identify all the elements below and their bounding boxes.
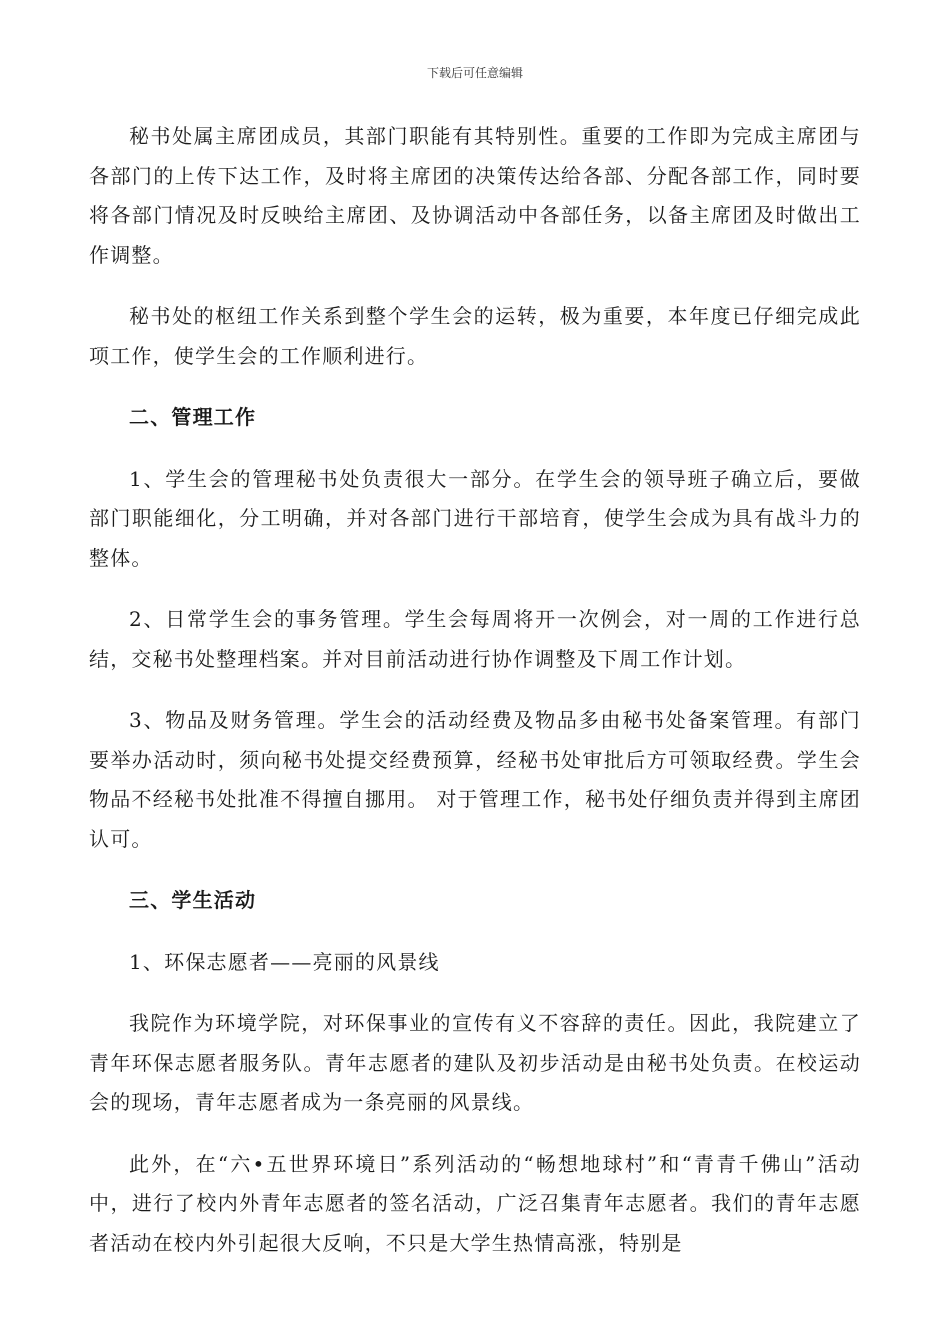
paragraph: 我院作为环境学院，对环保事业的宣传有义不容辞的责任。因此，我院建立了青年环保志愿者服务队。青年志愿者的建队及初步活动是由秘书处负责。在校运动会的现场，青年志愿者成为一条亮丽的风景线。 — [89, 1011, 861, 1114]
section-heading: 二、管理工作 — [129, 405, 257, 429]
paragraph: 秘书处属主席团成员，其部门职能有其特别性。重要的工作即为完成主席团与各部门的上传下达工作，及时将主席团的决策传达给各部、分配各部工作，同时要将各部门情况及时反映给主席团、及协调活动中各部任务，以备主席团及时做出工作调整。 — [89, 124, 861, 267]
page-header: 下载后可任意编辑 — [426, 66, 523, 80]
section-heading: 三、学生活动 — [129, 888, 257, 912]
document-body — [89, 117, 861, 1285]
paragraph: 此外，在“六•五世界环境日”系列活动的“畅想地球村”和“青青千佛山”活动中，进行了校内外青年志愿者的签名活动，广泛召集青年志愿者。我们的青年志愿者活动在校内外引起很大反响，不只是大学生热情高涨，特别是 — [89, 1151, 861, 1255]
subsection-heading: 1、环保志愿者——亮丽的风景线 — [129, 949, 440, 974]
paragraph: 3、物品及财务管理。学生会的活动经费及物品多由秘书处备案管理。有部门要举办活动时，须向秘书处提交经费预算，经秘书处审批后方可领取经费。学生会物品不经秘书处批准不得擅自挪用。 对于管理工作，秘书处仔细负责并得到主席团认可。 — [89, 708, 861, 851]
paragraph: 秘书处的枢纽工作关系到整个学生会的运转，极为重要，本年度已仔细完成此项工作，使学生会的工作顺利进行。 — [89, 304, 861, 368]
paragraph: 2、日常学生会的事务管理。学生会每周将开一次例会，对一周的工作进行总结，交秘书处整理档案。并对目前活动进行协作调整及下周工作计划。 — [89, 607, 861, 671]
paragraph: 1、学生会的管理秘书处负责很大一部分。在学生会的领导班子确立后，要做部门职能细化，分工明确，并对各部门进行干部培育，使学生会成为具有战斗力的整体。 — [89, 466, 861, 570]
